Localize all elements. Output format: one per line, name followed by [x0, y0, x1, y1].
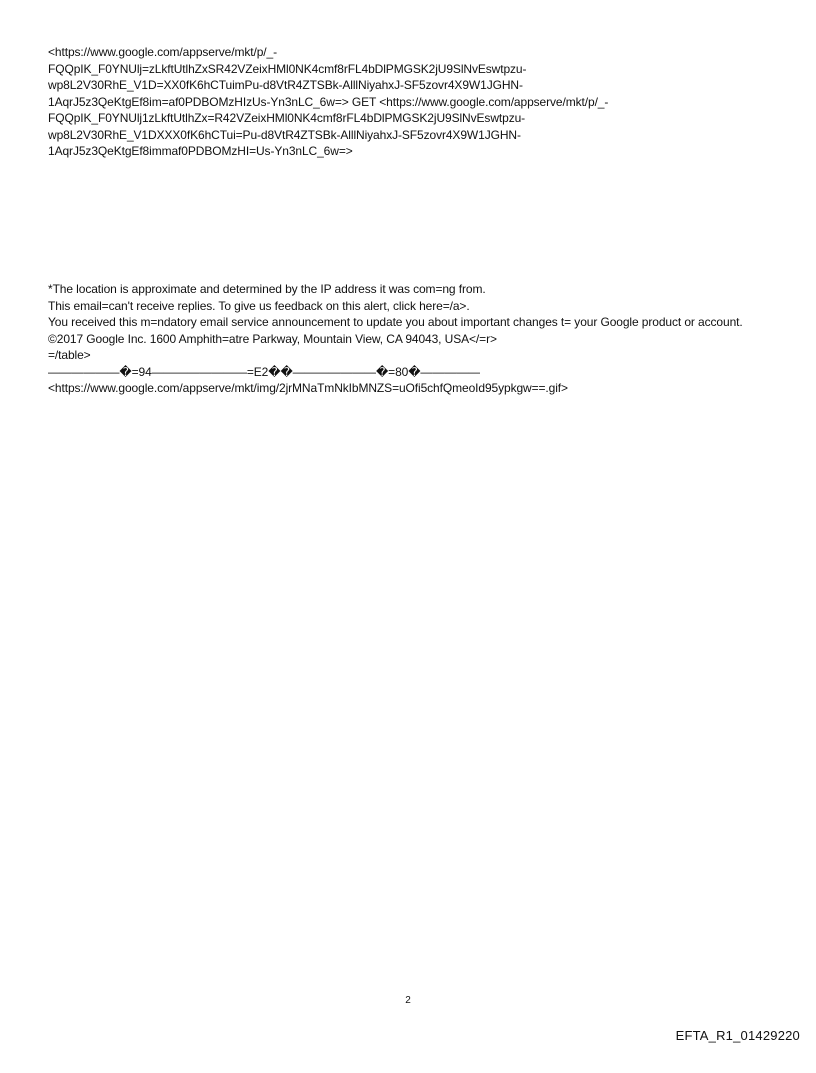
- gif-url-line: <https://www.google.com/appserve/mkt/img/2jrMNaTmNkIbMNZS=uOfi5chfQmeoId95ypkgw==.gif>: [48, 381, 568, 395]
- garbled-separator: ——————�=94————————=E2��———————�=80�—————: [48, 364, 480, 379]
- url-line: 1AqrJ5z3QeKtgEf8immaf0PDBOMzHI=Us-Yn3nLC_6w=>: [48, 144, 353, 158]
- url-line: 1AqrJ5z3QeKtgEf8im=af0PDBOMzHIzUs-Yn3nLC_6w=> GET <https://www.google.com/appserve/mkt/p/_-: [48, 94, 609, 109]
- document-id: EFTA_R1_01429220: [675, 1028, 800, 1043]
- announcement-note: You received this m=ndatory email service announcement to update you about important changes t= your Google product or account.: [48, 315, 743, 329]
- url-line: FQQpIK_F0YNUlj1zLkftUtlhZx=R42VZeixHMl0NK4cmf8rFL4bDlPMGSK2jU9SlNvEswtpzu-: [48, 111, 526, 125]
- location-note: *The location is approximate and determined by the IP address it was com=ng from.: [48, 282, 486, 296]
- url-block: [48, 44, 768, 160]
- table-close-tag: =/table>: [48, 348, 91, 362]
- no-reply-note: This email=can't receive replies. To give us feedback on this alert, click here=/a>.: [48, 298, 470, 313]
- url-line: <https://www.google.com/appserve/mkt/p/_-: [48, 45, 278, 59]
- url-line: FQQpIK_F0YNUlj=zLkftUtlhZxSR42VZeixHMl0NK4cmf8rFL4bDlPMGSK2jU9SlNvEswtpzu-: [48, 61, 527, 76]
- copyright-line: ©2017 Google Inc. 1600 Amphith=atre Parkway, Mountain View, CA 94043, USA</=r>: [48, 331, 497, 346]
- email-footer-block: [48, 281, 768, 397]
- url-line: wp8L2V30RhE_V1D=XX0fK6hCTuimPu-d8VtR4ZTSBk-AlllNiyahxJ-SF5zovr4X9W1JGHN-: [48, 78, 523, 92]
- url-line: wp8L2V30RhE_V1DXXX0fK6hCTui=Pu-d8VtR4ZTSBk-AlllNiyahxJ-SF5zovr4X9W1JGHN-: [48, 127, 521, 142]
- page-number: 2: [405, 995, 411, 1006]
